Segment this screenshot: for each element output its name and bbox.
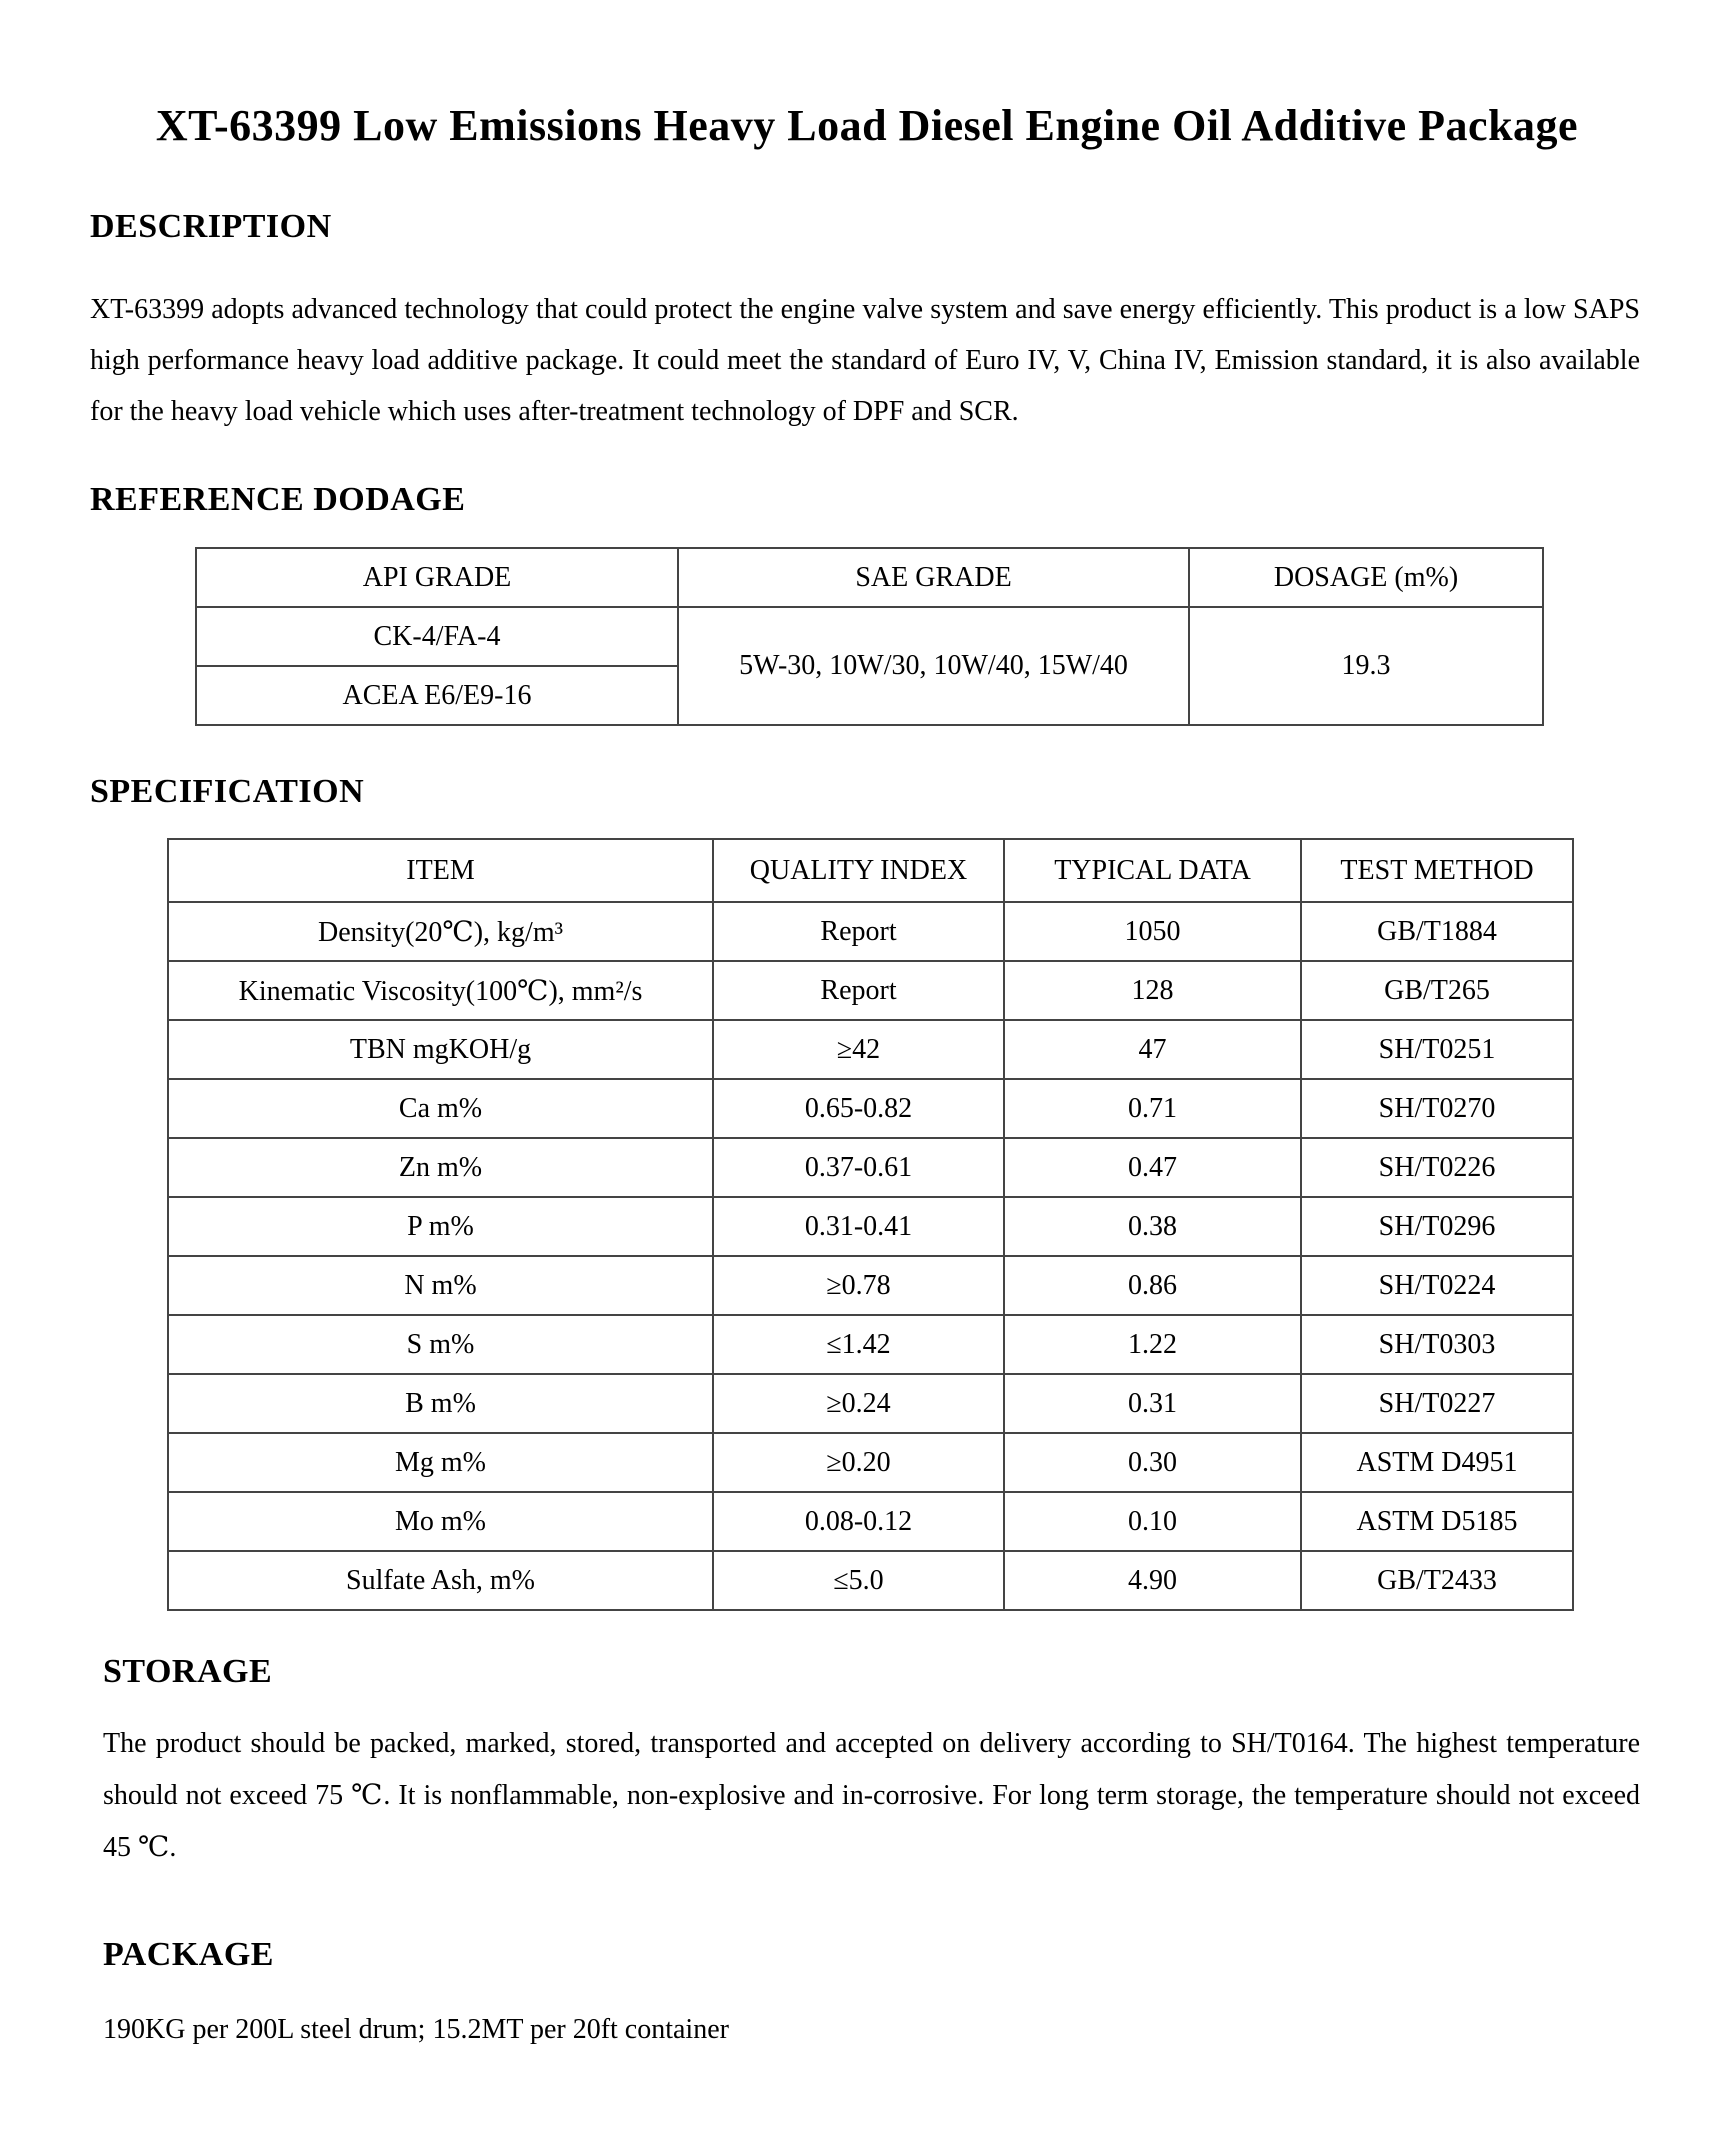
spec-table-row bbox=[168, 1492, 1573, 1551]
ref-table-row bbox=[196, 607, 1543, 666]
spec-cell-item: B m% bbox=[168, 1374, 713, 1433]
spec-cell-test-method: SH/T0270 bbox=[1301, 1079, 1573, 1138]
spec-cell-item: P m% bbox=[168, 1197, 713, 1256]
spec-header-item: ITEM bbox=[168, 839, 713, 902]
spec-cell-quality-index: Report bbox=[713, 902, 1004, 961]
specification-table bbox=[167, 838, 1574, 1611]
spec-cell-typical-data: 0.31 bbox=[1004, 1374, 1301, 1433]
spec-cell-test-method: GB/T265 bbox=[1301, 961, 1573, 1020]
spec-cell-test-method: SH/T0296 bbox=[1301, 1197, 1573, 1256]
description-heading: DESCRIPTION bbox=[90, 208, 332, 245]
spec-table-row bbox=[168, 961, 1573, 1020]
spec-cell-item: Sulfate Ash, m% bbox=[168, 1551, 713, 1610]
spec-table-row bbox=[168, 1079, 1573, 1138]
spec-cell-test-method: SH/T0251 bbox=[1301, 1020, 1573, 1079]
spec-header-typical-data: TYPICAL DATA bbox=[1004, 839, 1301, 902]
spec-cell-typical-data: 0.71 bbox=[1004, 1079, 1301, 1138]
spec-cell-test-method: SH/T0224 bbox=[1301, 1256, 1573, 1315]
spec-cell-item: N m% bbox=[168, 1256, 713, 1315]
spec-table-row bbox=[168, 1256, 1573, 1315]
specification-heading: SPECIFICATION bbox=[90, 773, 365, 810]
spec-cell-typical-data: 0.47 bbox=[1004, 1138, 1301, 1197]
spec-cell-typical-data: 47 bbox=[1004, 1020, 1301, 1079]
ref-cell-sae-grade: 5W-30, 10W/30, 10W/40, 15W/40 bbox=[678, 607, 1189, 725]
spec-table-row bbox=[168, 1138, 1573, 1197]
spec-cell-test-method: SH/T0303 bbox=[1301, 1315, 1573, 1374]
ref-cell-api-grade-1: CK-4/FA-4 bbox=[196, 607, 678, 666]
spec-cell-test-method: SH/T0226 bbox=[1301, 1138, 1573, 1197]
spec-cell-quality-index: ≤5.0 bbox=[713, 1551, 1004, 1610]
spec-cell-item: Mg m% bbox=[168, 1433, 713, 1492]
package-heading: PACKAGE bbox=[103, 1936, 274, 1973]
spec-cell-test-method: ASTM D5185 bbox=[1301, 1492, 1573, 1551]
spec-header-test-method: TEST METHOD bbox=[1301, 839, 1573, 902]
reference-dodage-table bbox=[195, 547, 1544, 726]
spec-table-row bbox=[168, 1197, 1573, 1256]
spec-cell-quality-index: ≥0.78 bbox=[713, 1256, 1004, 1315]
spec-cell-typical-data: 0.38 bbox=[1004, 1197, 1301, 1256]
spec-cell-quality-index: Report bbox=[713, 961, 1004, 1020]
spec-cell-typical-data: 128 bbox=[1004, 961, 1301, 1020]
spec-cell-item: S m% bbox=[168, 1315, 713, 1374]
ref-header-sae-grade: SAE GRADE bbox=[678, 548, 1189, 607]
spec-cell-quality-index: ≤1.42 bbox=[713, 1315, 1004, 1374]
spec-cell-item: Kinematic Viscosity(100℃), mm²/s bbox=[168, 961, 713, 1020]
ref-cell-api-grade-2: ACEA E6/E9-16 bbox=[196, 666, 678, 725]
spec-cell-quality-index: 0.65-0.82 bbox=[713, 1079, 1004, 1138]
spec-cell-quality-index: 0.08-0.12 bbox=[713, 1492, 1004, 1551]
spec-cell-quality-index: ≥0.24 bbox=[713, 1374, 1004, 1433]
spec-table-row bbox=[168, 1020, 1573, 1079]
spec-cell-typical-data: 1050 bbox=[1004, 902, 1301, 961]
spec-table-row bbox=[168, 1315, 1573, 1374]
spec-cell-item: Ca m% bbox=[168, 1079, 713, 1138]
package-paragraph: 190KG per 200L steel drum; 15.2MT per 20ft container bbox=[103, 2014, 729, 2045]
reference-dodage-heading: REFERENCE DODAGE bbox=[90, 481, 466, 518]
spec-table-row bbox=[168, 902, 1573, 961]
ref-cell-dosage: 19.3 bbox=[1189, 607, 1543, 725]
description-paragraph: XT-63399 adopts advanced technology that could protect the engine valve system and save energy efficiently. This product is a low SAPS high performance heavy load additive package. It could meet the standard of Euro IV, V, China IV, Emission standard, it is also available for the heavy load vehicle which uses after-treatment technology of DPF and SCR. bbox=[90, 294, 1640, 427]
spec-table-row bbox=[168, 1433, 1573, 1492]
spec-header-quality-index: QUALITY INDEX bbox=[713, 839, 1004, 902]
spec-cell-test-method: GB/T1884 bbox=[1301, 902, 1573, 961]
spec-cell-item: Zn m% bbox=[168, 1138, 713, 1197]
spec-cell-typical-data: 0.30 bbox=[1004, 1433, 1301, 1492]
spec-cell-test-method: GB/T2433 bbox=[1301, 1551, 1573, 1610]
spec-cell-typical-data: 0.10 bbox=[1004, 1492, 1301, 1551]
ref-header-api-grade: API GRADE bbox=[196, 548, 678, 607]
spec-table-row bbox=[168, 1374, 1573, 1433]
ref-header-dosage: DOSAGE (m%) bbox=[1189, 548, 1543, 607]
spec-cell-typical-data: 1.22 bbox=[1004, 1315, 1301, 1374]
spec-cell-typical-data: 0.86 bbox=[1004, 1256, 1301, 1315]
spec-table-row bbox=[168, 1551, 1573, 1610]
spec-cell-item: Density(20℃), kg/m³ bbox=[168, 902, 713, 961]
spec-cell-test-method: ASTM D4951 bbox=[1301, 1433, 1573, 1492]
spec-cell-typical-data: 4.90 bbox=[1004, 1551, 1301, 1610]
ref-table-header-row bbox=[196, 548, 1543, 607]
page-title: XT-63399 Low Emissions Heavy Load Diesel Engine Oil Additive Package bbox=[155, 101, 1579, 150]
spec-cell-item: TBN mgKOH/g bbox=[168, 1020, 713, 1079]
spec-cell-quality-index: ≥0.20 bbox=[713, 1433, 1004, 1492]
spec-cell-item: Mo m% bbox=[168, 1492, 713, 1551]
spec-cell-quality-index: 0.31-0.41 bbox=[713, 1197, 1004, 1256]
spec-cell-quality-index: ≥42 bbox=[713, 1020, 1004, 1079]
spec-table-header-row bbox=[168, 839, 1573, 902]
storage-paragraph: The product should be packed, marked, stored, transported and accepted on delivery according to SH/T0164. The highest temperature should not exceed 75 ℃. It is nonflammable, non-explosive and in-corrosive. For long term storage, the temperature should not exceed 45 ℃. bbox=[103, 1728, 1640, 1863]
spec-cell-test-method: SH/T0227 bbox=[1301, 1374, 1573, 1433]
spec-cell-quality-index: 0.37-0.61 bbox=[713, 1138, 1004, 1197]
storage-heading: STORAGE bbox=[103, 1653, 273, 1690]
